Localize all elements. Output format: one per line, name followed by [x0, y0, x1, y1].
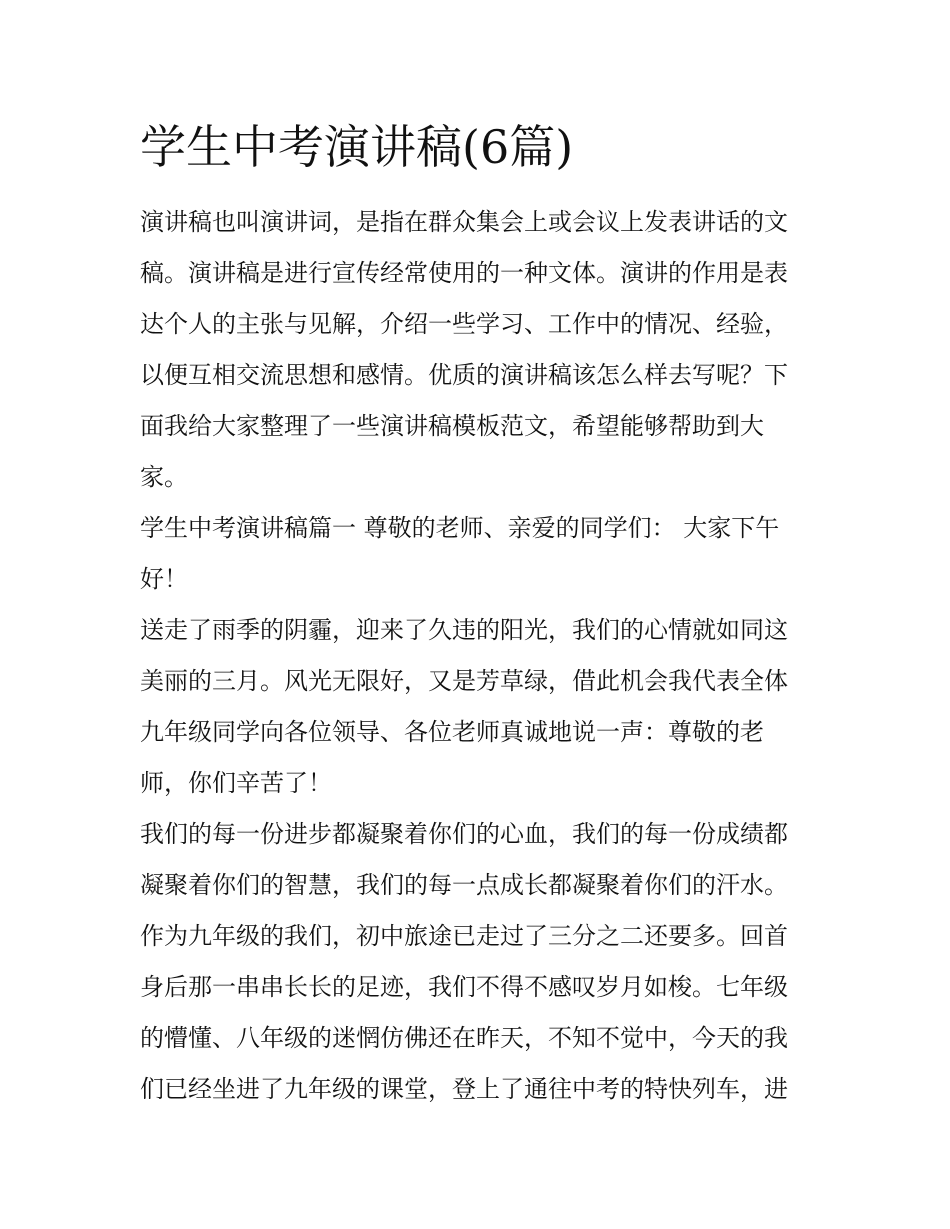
text-line: 九年级同学向各位领导、各位老师真诚地说一声：尊敬的老 [140, 718, 764, 746]
text-line: 的懵懂、八年级的迷惘仿佛还在昨天，不知不觉中，今天的我 [140, 1024, 788, 1052]
text-line: 面我给大家整理了一些演讲稿模板范文，希望能够帮助到大 [140, 412, 764, 440]
document-body [140, 197, 820, 1115]
text-line: 演讲稿也叫演讲词，是指在群众集会上或会议上发表讲话的文 [140, 208, 788, 236]
text-line: 送走了雨季的阴霾，迎来了久违的阳光，我们的心情就如同这 [140, 616, 788, 644]
text-line: 好！ [140, 565, 188, 593]
text-line: 身后那一串串长长的足迹，我们不得不感叹岁月如梭。七年级 [140, 973, 788, 1001]
text-line: 我们的每一份进步都凝聚着你们的心血，我们的每一份成绩都 [140, 820, 788, 848]
text-line: 师，你们辛苦了！ [140, 769, 332, 797]
text-line: 以便互相交流思想和感情。优质的演讲稿该怎么样去写呢？下 [140, 361, 788, 389]
text-line: 凝聚着你们的智慧，我们的每一点成长都凝聚着你们的汗水。 [140, 871, 788, 899]
document-title: 学生中考演讲稿(6篇) [140, 120, 574, 174]
text-line: 稿。演讲稿是进行宣传经常使用的一种文体。演讲的作用是表 [140, 259, 788, 287]
text-line: 学生中考演讲稿篇一 尊敬的老师、亲爱的同学们： 大家下午 [140, 514, 780, 542]
text-line: 美丽的三月。风光无限好，又是芳草绿，借此机会我代表全体 [140, 667, 788, 695]
text-line: 作为九年级的我们，初中旅途已走过了三分之二还要多。回首 [140, 922, 788, 950]
text-line: 们已经坐进了九年级的课堂，登上了通往中考的特快列车，进 [140, 1075, 788, 1103]
text-line: 家。 [140, 463, 188, 491]
text-line: 达个人的主张与见解，介绍一些学习、工作中的情况、经验， [140, 310, 788, 338]
